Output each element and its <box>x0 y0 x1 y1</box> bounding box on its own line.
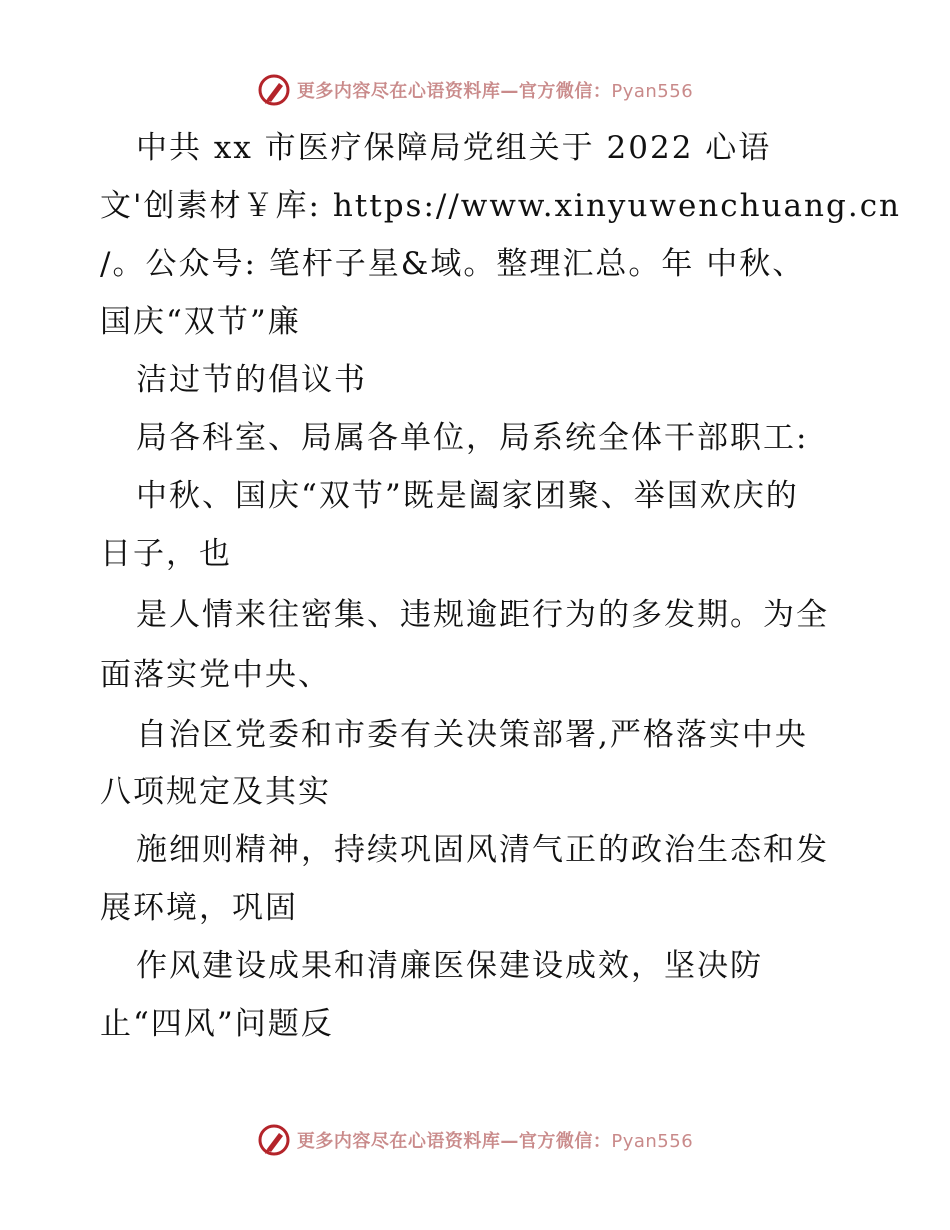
document-line: 日子，也 <box>100 536 232 572</box>
document-line: 是人情来往密集、违规逾距行为的多发期。为全 <box>136 597 829 633</box>
watermark-text: 更多内容尽在心语资料库—官方微信：Pyan556 <box>296 81 694 102</box>
watermark-text: 更多内容尽在心语资料库—官方微信：Pyan556 <box>296 1131 694 1152</box>
document-line: 中共 xx 市医疗保障局党组关于 2022 心语 <box>136 130 772 166</box>
document-line: 洁过节的倡议书 <box>136 362 367 398</box>
document-line: 局各科室、局属各单位，局系统全体干部职工: <box>136 420 809 456</box>
document-line: 止“四风”问题反 <box>100 1006 334 1042</box>
document-line: 施细则精神，持续巩固风清气正的政治生态和发 <box>136 832 829 868</box>
watermark-footer <box>0 1120 950 1160</box>
document-line: 八项规定及其实 <box>100 774 331 810</box>
document-line: /。公众号: 笔杆子星&域。整理汇总。年 中秋、 <box>100 246 806 282</box>
document-line: 中秋、国庆“双节”既是阖家团聚、举国欢庆的 <box>136 478 799 514</box>
document-line: 国庆“双节”廉 <box>100 304 301 340</box>
document-line: 自治区党委和市委有关决策部署,严格落实中央 <box>136 717 808 753</box>
pen-logo-icon <box>257 1123 291 1157</box>
document-line: 文'创素材￥库: https://www.xinyuwenchuang.cn <box>100 188 902 224</box>
pen-logo-icon <box>257 73 291 107</box>
document-line: 面落实党中央、 <box>100 657 331 693</box>
watermark-header <box>0 70 950 110</box>
document-line: 展环境，巩固 <box>100 890 298 926</box>
document-line: 作风建设成果和清廉医保建设成效，坚决防 <box>136 948 763 984</box>
